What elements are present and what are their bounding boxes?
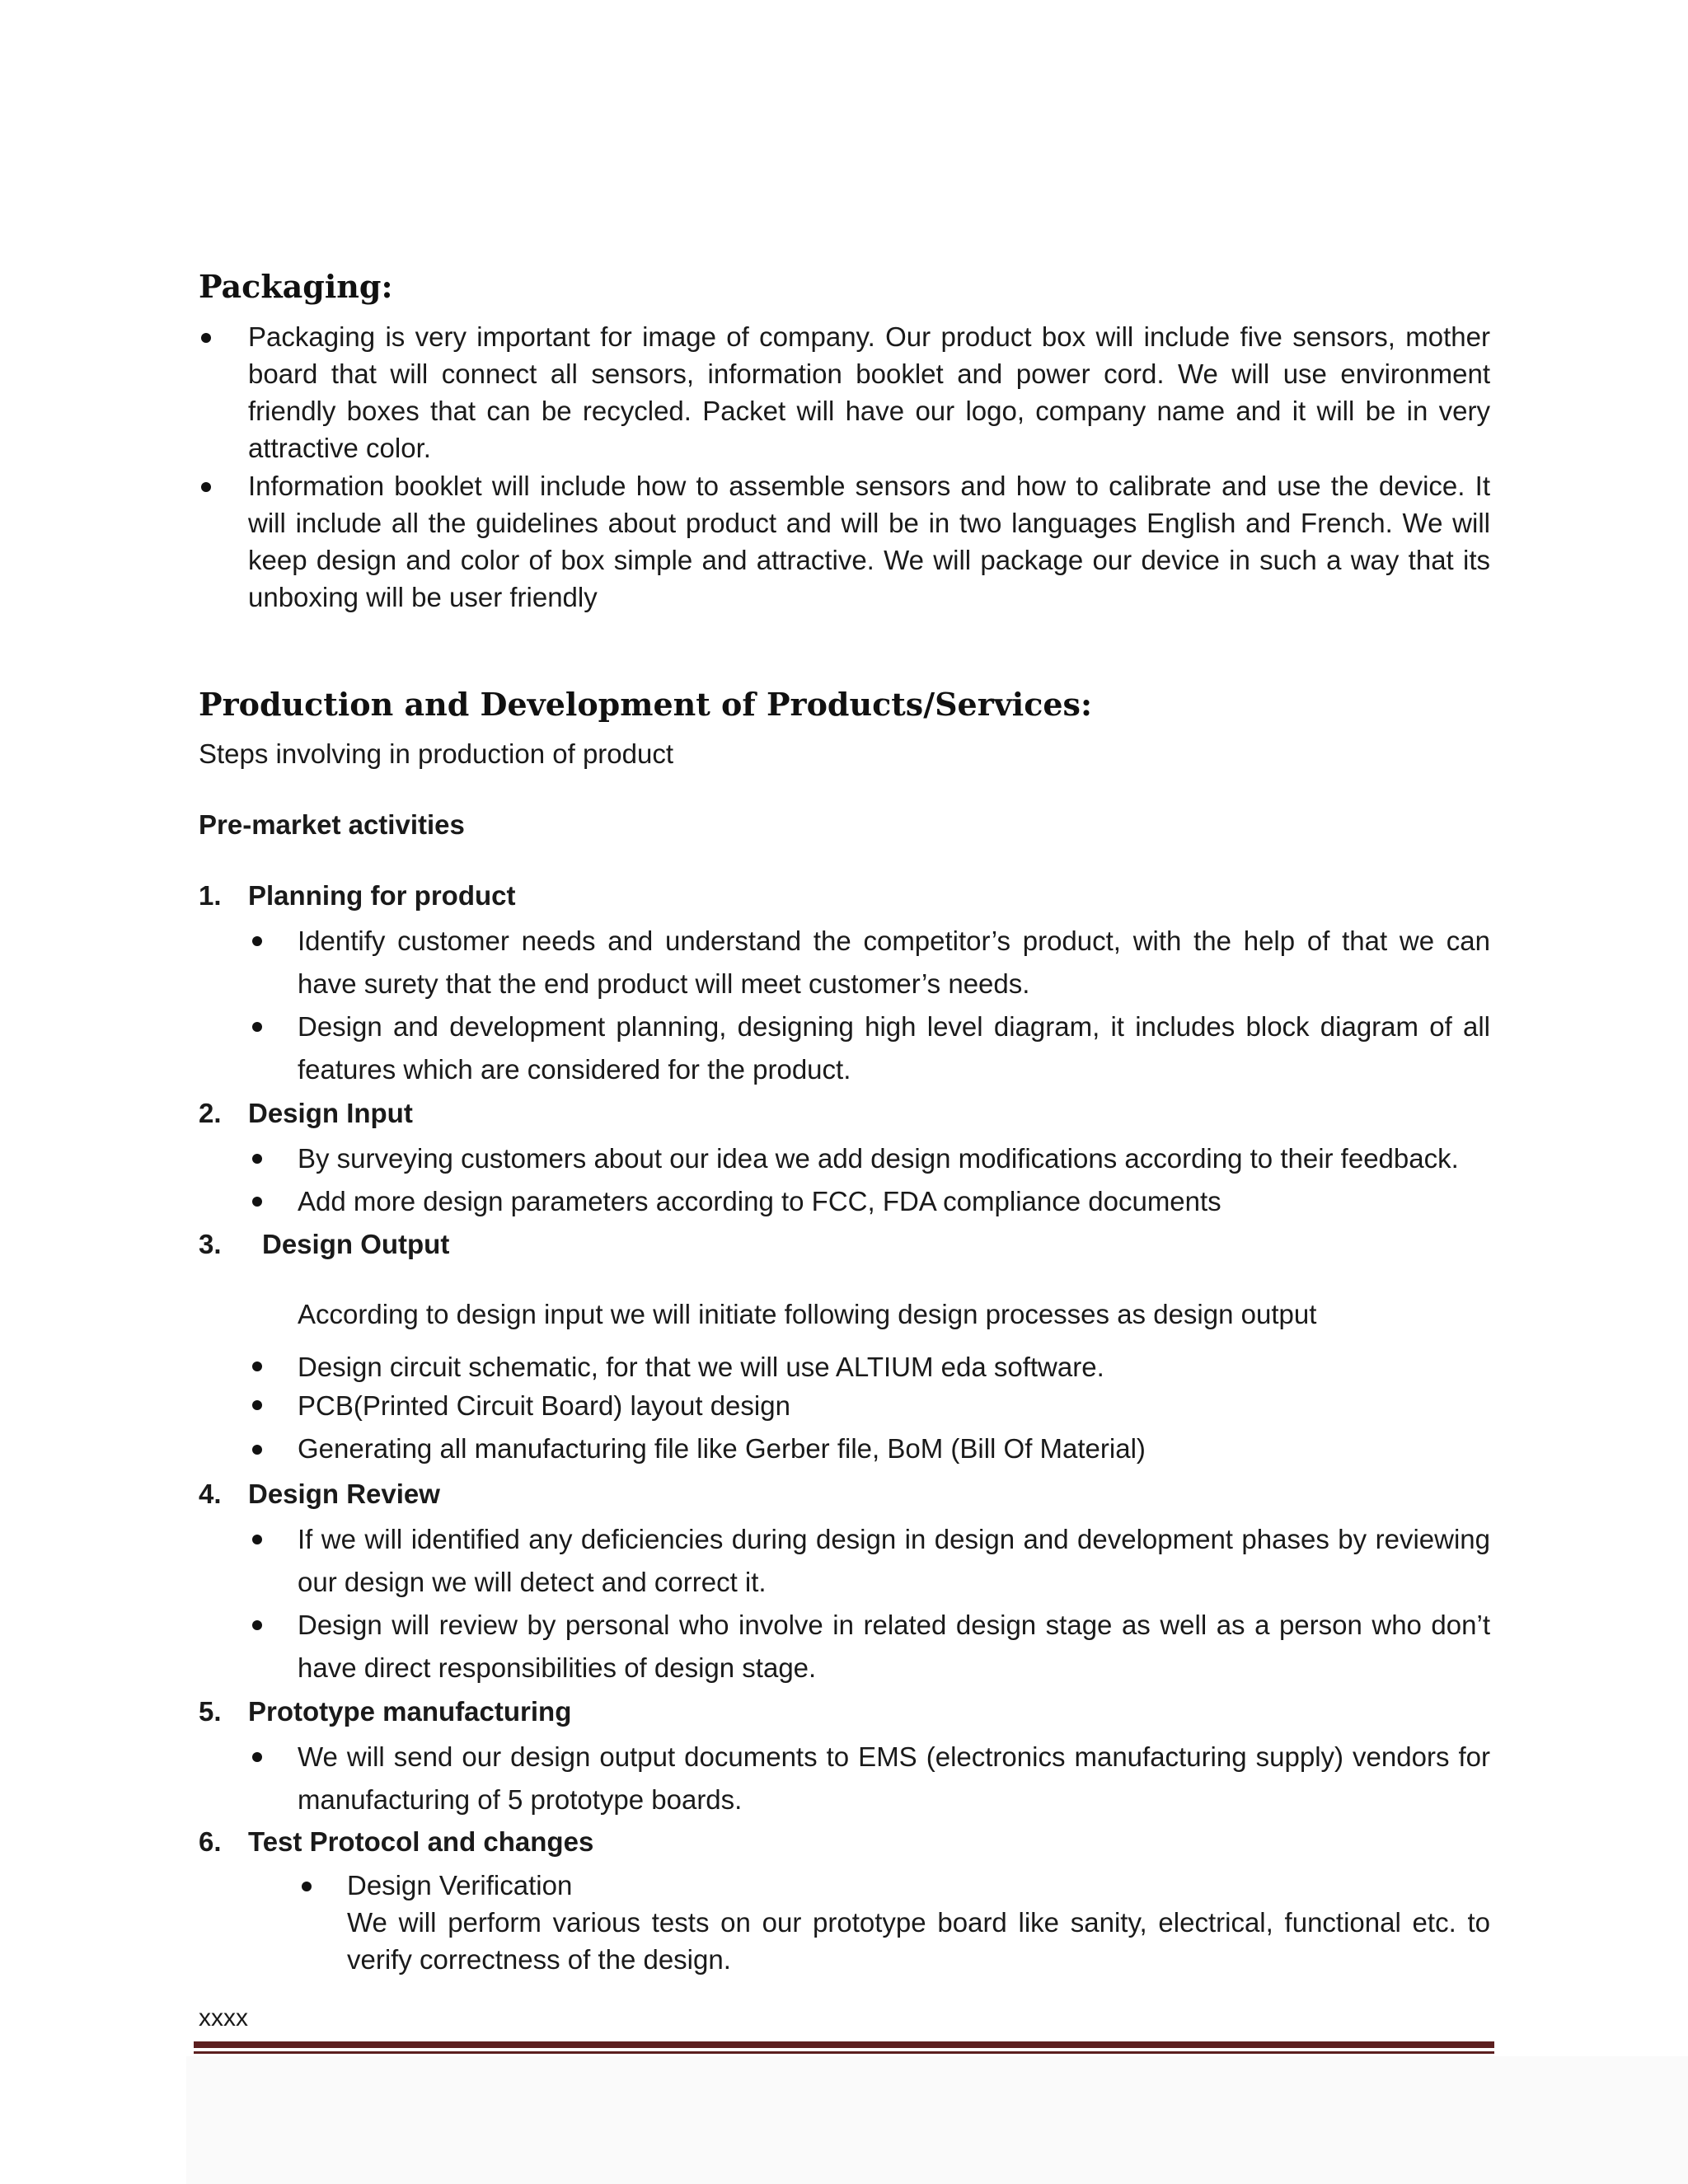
step-number: 2. <box>199 1098 222 1128</box>
step-intro: According to design input we will initiate following design processes as design output <box>298 1299 1317 1329</box>
step-number: 3. <box>199 1229 222 1259</box>
step-number: 1. <box>199 880 222 911</box>
step-bullets <box>199 1518 1490 1690</box>
list-item-text: By surveying customers about our idea we add design modifications according to their feedback. <box>298 1143 1459 1174</box>
step-bullets <box>199 920 1490 1091</box>
step-title: Design Input <box>248 1098 413 1128</box>
bullet-icon <box>201 482 211 492</box>
bullet-icon <box>252 1445 262 1455</box>
list-item-text: Design circuit schematic, for that we will use ALTIUM eda software. <box>298 1352 1104 1382</box>
list-item <box>199 1005 1490 1091</box>
bullet-icon <box>252 1400 262 1410</box>
step-title: Prototype manufacturing <box>248 1696 572 1727</box>
list-item-title: Design Verification <box>347 1870 573 1900</box>
step-bullets <box>199 1867 1490 1978</box>
packaging-bullet-list <box>199 318 1490 616</box>
list-item <box>199 1736 1490 1821</box>
step-number: 5. <box>199 1696 222 1727</box>
pre-market-subheading: Pre-market activities <box>199 809 465 840</box>
list-item <box>199 1425 1490 1470</box>
footer-rule <box>194 2041 1494 2048</box>
step-title: Planning for product <box>248 880 516 911</box>
list-item-text: If we will identified any deficiencies during design in design and development phases by reviewing our design we will detect and correct it. <box>298 1524 1490 1597</box>
section-title-packaging: Packaging: <box>199 268 393 305</box>
production-section <box>199 684 1490 725</box>
list-item-text: Identify customer needs and understand the competitor’s product, with the help of that we can have surety that the end product will meet customer’s needs. <box>298 926 1490 999</box>
list-item-text: Design will review by personal who involve in related design stage as well as a person who don’t have direct responsibilities of design stage. <box>298 1610 1490 1683</box>
bullet-icon <box>252 1752 262 1762</box>
list-item-text: Design and development planning, designing high level diagram, it includes block diagram of all features which are considered for the product. <box>298 1011 1490 1085</box>
bullet-icon <box>252 1620 262 1630</box>
list-item-text: Add more design parameters according to FCC, FDA compliance documents <box>298 1186 1221 1216</box>
bullet-icon <box>252 1197 262 1207</box>
list-item <box>199 1386 1490 1425</box>
section-title-production: Production and Development of Products/Services: <box>199 686 1092 723</box>
bullet-icon <box>252 1535 262 1544</box>
list-item-text: PCB(Printed Circuit Board) layout design <box>298 1390 790 1421</box>
list-item <box>199 1180 1490 1223</box>
footer-shade <box>186 2056 1688 2184</box>
bullet-icon <box>201 333 211 343</box>
list-item <box>199 467 1490 616</box>
list-item-detail: We will perform various tests on our prototype board like sanity, electrical, functional etc. to verify correctness of the design. <box>347 1907 1490 1975</box>
step-title: Test Protocol and changes <box>248 1826 594 1857</box>
list-item-text: Information booklet will include how to assemble sensors and how to calibrate and use the device. It will include all the guidelines about product and will be in two languages English and French. We will keep design and color of box simple and attractive. We will package our device in such a way that its unboxing will be user friendly <box>248 471 1490 612</box>
list-item-text: We will send our design output documents to EMS (electronics manufacturing supply) vendors for manufacturing of 5 prototype boards. <box>298 1741 1490 1815</box>
step-title: Design Output <box>262 1229 450 1259</box>
list-item <box>199 1518 1490 1604</box>
list-item <box>199 318 1490 466</box>
list-item-text: Packaging is very important for image of company. Our product box will include five sensors, mother board that will connect all sensors, information booklet and power cord. We will use environment friendly boxes that can be recycled. Packet will have our logo, company name and it will be in very attractive color. <box>248 321 1490 463</box>
list-item <box>199 1137 1490 1180</box>
list-item <box>199 1867 1490 1978</box>
list-item-text: Generating all manufacturing file like Gerber file, BoM (Bill Of Material) <box>298 1433 1146 1464</box>
list-item <box>199 920 1490 1005</box>
bullet-icon <box>302 1882 312 1891</box>
step-bullets <box>199 1347 1490 1470</box>
footer-label: xxxx <box>199 2004 248 2032</box>
list-item <box>199 1604 1490 1690</box>
bullet-icon <box>252 1154 262 1164</box>
list-item-text <box>347 1867 1490 1978</box>
step-bullets <box>199 1736 1490 1821</box>
step-bullets <box>199 1137 1490 1223</box>
packaging-section <box>199 266 1490 307</box>
step-title: Design Review <box>248 1479 440 1509</box>
list-item <box>199 1347 1490 1386</box>
footer-rule <box>194 2051 1494 2054</box>
step-number: 6. <box>199 1826 222 1857</box>
production-intro: Steps involving in production of product <box>199 738 674 769</box>
bullet-icon <box>252 1022 262 1032</box>
bullet-icon <box>252 1361 262 1371</box>
step-number: 4. <box>199 1479 222 1509</box>
bullet-icon <box>252 936 262 946</box>
